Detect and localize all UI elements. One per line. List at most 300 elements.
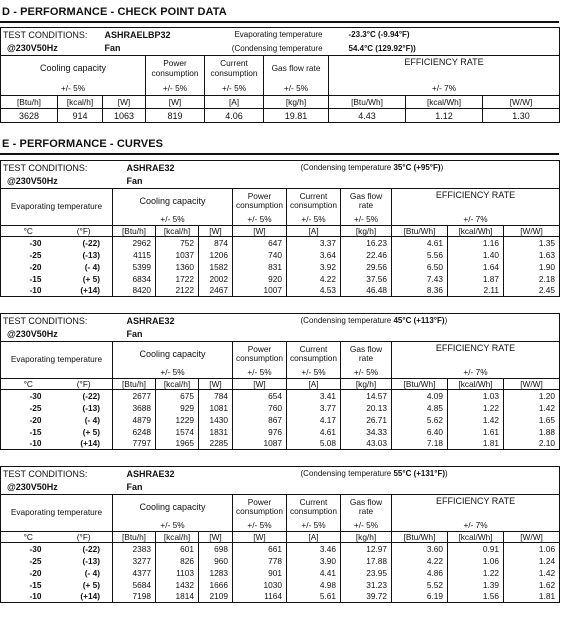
- value-cell: 1.20: [504, 390, 560, 402]
- value-cell: 778: [233, 555, 287, 567]
- value-cell: 661: [233, 543, 287, 555]
- value-cell: 4.61: [392, 237, 448, 249]
- cond-condition: [287, 467, 560, 481]
- value-cell: 20.13: [341, 402, 392, 414]
- value-cell: 1582: [199, 261, 233, 273]
- value-cell: 1432: [156, 579, 199, 591]
- value-cell: 1.03: [448, 390, 504, 402]
- table-row: [1, 567, 560, 579]
- value-cell: 647: [233, 237, 287, 249]
- value-cell: 1.63: [504, 249, 560, 261]
- value-cell: 5.56: [392, 249, 448, 261]
- value-cell: 1831: [199, 426, 233, 438]
- value-cell: 1.87: [448, 273, 504, 285]
- unit-cell: (°F): [56, 226, 113, 237]
- unit-cell: [W]: [199, 532, 233, 543]
- value-cell: 1.61: [448, 426, 504, 438]
- current-header: Current consumption: [205, 56, 264, 82]
- evap-temp-cell: -30: [1, 237, 56, 249]
- value-cell: 1.22: [448, 402, 504, 414]
- value-cell: 7.43: [392, 273, 448, 285]
- cond-value: 35°C (+95°F): [393, 163, 441, 173]
- gasflow-header: Gas flow rate: [341, 189, 392, 214]
- value-cell: 1.06: [448, 555, 504, 567]
- value-cell: 16.23: [341, 237, 392, 249]
- unit-cell: [Btu/Wh]: [392, 532, 448, 543]
- evap-temp-cell: (-13): [82, 249, 100, 260]
- evap-temp-cell: (- 4): [84, 567, 100, 578]
- evap-header: Evaporating temperature: [1, 495, 113, 532]
- test-conditions-label: TEST CONDITIONS:: [3, 162, 88, 173]
- cooling-capacity-header: Cooling capacity: [113, 342, 233, 367]
- table-row: [1, 438, 560, 450]
- unit-cell: [Btu/Wh]: [392, 226, 448, 237]
- value-cell: 960: [199, 555, 233, 567]
- table-row: [1, 543, 560, 555]
- cooling-tolerance: +/- 5%: [60, 83, 86, 94]
- fan-label: Fan: [126, 176, 143, 187]
- evap-temp-cell: -25: [29, 402, 42, 413]
- section-d-rule: [0, 21, 559, 23]
- evap-value: -23.3°C (-9.94°F): [348, 30, 410, 40]
- value-cell: 5399: [113, 261, 156, 273]
- supply-label: @230V50Hz: [7, 176, 58, 187]
- value-cell: 2677: [113, 390, 156, 402]
- table-row: [1, 237, 560, 249]
- value-cell: 3688: [113, 402, 156, 414]
- test-conditions-label: TEST CONDITIONS:: [3, 468, 88, 479]
- unit-cell: [W]: [233, 532, 287, 543]
- model-name: ASHRAE32: [126, 162, 175, 173]
- unit-cell: [W]: [233, 379, 287, 390]
- table-row: [1, 402, 560, 414]
- value-cell: 5.08: [287, 438, 341, 450]
- value-cell: 1.06: [504, 543, 560, 555]
- table-row: [1, 273, 560, 285]
- cond-value: 55°C (+131°F): [393, 469, 445, 479]
- evap-temp-cell: (+14): [80, 438, 100, 449]
- evap-temp-cell: (+14): [80, 285, 100, 296]
- unit-cell: [W]: [103, 96, 146, 109]
- value-cell: 3.41: [287, 390, 341, 402]
- value-cell: 1.22: [448, 567, 504, 579]
- power-header: Power consumption: [146, 56, 205, 82]
- value-cell: 819: [146, 109, 205, 123]
- value-cell: 6248: [113, 426, 156, 438]
- unit-cell: °C: [1, 226, 56, 237]
- efficiency-tolerance: +/- 7%: [329, 82, 560, 96]
- table-row: [1, 249, 560, 261]
- value-cell: 1081: [199, 402, 233, 414]
- value-cell: 4.41: [287, 567, 341, 579]
- unit-cell: [kcal/Wh]: [448, 532, 504, 543]
- test-conditions-label: TEST CONDITIONS:: [3, 315, 88, 326]
- evap-temp-cell: (-13): [82, 555, 100, 566]
- value-cell: 5.62: [392, 414, 448, 426]
- value-cell: 784: [199, 390, 233, 402]
- value-cell: 1164: [233, 591, 287, 603]
- value-cell: 752: [156, 237, 199, 249]
- value-cell: 37.56: [341, 273, 392, 285]
- value-cell: 1430: [199, 414, 233, 426]
- unit-cell: [A]: [287, 379, 341, 390]
- cond-condition: [287, 314, 560, 328]
- table-row: [1, 285, 560, 297]
- value-cell: 5.52: [392, 579, 448, 591]
- efficiency-header: EFFICIENCY RATE: [392, 342, 560, 367]
- evap-header: Evaporating temperature: [1, 189, 113, 226]
- value-cell: 4115: [113, 249, 156, 261]
- evap-temp-cell: -15: [29, 273, 42, 284]
- evap-temp-cell: -20: [29, 567, 42, 578]
- model-name: ASHRAE32: [126, 468, 175, 479]
- value-cell: 1.42: [448, 414, 504, 426]
- evap-temp-cell: (+ 5): [82, 579, 100, 590]
- value-cell: 1.39: [448, 579, 504, 591]
- value-cell: 2122: [156, 285, 199, 297]
- unit-cell: [kg/h]: [341, 532, 392, 543]
- cooling-tolerance: +/- 5%: [113, 367, 233, 379]
- unit-cell: °C: [1, 532, 56, 543]
- value-cell: 3.92: [287, 261, 341, 273]
- value-cell: 654: [233, 390, 287, 402]
- unit-cell: [kcal/Wh]: [448, 379, 504, 390]
- unit-cell: [kcal/Wh]: [448, 226, 504, 237]
- value-cell: 5.61: [287, 591, 341, 603]
- unit-cell: [kcal/Wh]: [406, 96, 483, 109]
- unit-cell: [kcal/h]: [58, 96, 103, 109]
- value-cell: 4.06: [205, 109, 264, 123]
- evap-temp-cell: (+14): [80, 591, 100, 602]
- value-cell: 2.45: [504, 285, 560, 297]
- value-cell: 1666: [199, 579, 233, 591]
- value-cell: 826: [156, 555, 199, 567]
- value-cell: 1722: [156, 273, 199, 285]
- table-row: [1, 261, 560, 273]
- value-cell: 1.12: [406, 109, 483, 123]
- gasflow-tolerance: +/- 5%: [341, 520, 392, 532]
- value-cell: 3.77: [287, 402, 341, 414]
- table-row: [1, 426, 560, 438]
- value-cell: 740: [233, 249, 287, 261]
- value-cell: 2002: [199, 273, 233, 285]
- current-tolerance: +/- 5%: [287, 520, 341, 532]
- table-row: [1, 414, 560, 426]
- value-cell: 1037: [156, 249, 199, 261]
- power-header: Power consumption: [233, 189, 287, 214]
- unit-cell: [Btu/h]: [113, 532, 156, 543]
- value-cell: 1.42: [504, 567, 560, 579]
- value-cell: 1814: [156, 591, 199, 603]
- evap-temp-cell: -10: [29, 438, 42, 449]
- unit-cell: [W]: [199, 226, 233, 237]
- value-cell: 26.71: [341, 414, 392, 426]
- value-cell: 1.81: [448, 438, 504, 450]
- value-cell: 914: [58, 109, 103, 123]
- value-cell: 901: [233, 567, 287, 579]
- value-cell: 4.86: [392, 567, 448, 579]
- value-cell: 1.42: [504, 402, 560, 414]
- evap-temp-cell: -10: [29, 591, 42, 602]
- evap-temp-cell: -15: [29, 579, 42, 590]
- value-cell: 6.40: [392, 426, 448, 438]
- unit-cell: [kg/h]: [341, 226, 392, 237]
- unit-cell: °C: [1, 379, 56, 390]
- value-cell: 4.61: [287, 426, 341, 438]
- value-cell: 34.33: [341, 426, 392, 438]
- value-cell: 4.98: [287, 579, 341, 591]
- value-cell: 29.56: [341, 261, 392, 273]
- efficiency-tolerance: +/- 7%: [392, 520, 560, 532]
- current-tolerance: +/- 5%: [287, 214, 341, 226]
- cond-label: (Condensing temperature: [300, 469, 392, 479]
- value-cell: 3.90: [287, 555, 341, 567]
- value-cell: 1.88: [504, 426, 560, 438]
- gasflow-header: Gas flow rate: [341, 342, 392, 367]
- value-cell: 920: [233, 273, 287, 285]
- value-cell: 3.37: [287, 237, 341, 249]
- value-cell: 2962: [113, 237, 156, 249]
- value-cell: 3.46: [287, 543, 341, 555]
- evap-temp-cell: -25: [29, 249, 42, 260]
- value-cell: 1.90: [504, 261, 560, 273]
- evap-temp-cell: -15: [29, 426, 42, 437]
- evap-temp-cell: (+ 5): [82, 273, 100, 284]
- value-cell: 6834: [113, 273, 156, 285]
- supply-label: @230V50Hz: [7, 43, 58, 54]
- value-cell: 1229: [156, 414, 199, 426]
- value-cell: 760: [233, 402, 287, 414]
- value-cell: 17.88: [341, 555, 392, 567]
- value-cell: 4.22: [287, 273, 341, 285]
- unit-cell: [Btu/h]: [1, 96, 58, 109]
- value-cell: 1063: [103, 109, 146, 123]
- test-conditions-label: TEST CONDITIONS:: [3, 29, 88, 40]
- value-cell: 874: [199, 237, 233, 249]
- fan-label: Fan: [126, 329, 143, 340]
- curve-table: [0, 313, 560, 450]
- gasflow-tolerance: +/- 5%: [264, 82, 329, 96]
- unit-cell: [kcal/h]: [156, 379, 199, 390]
- curve-table: [0, 160, 560, 297]
- evap-temp-cell: (- 4): [84, 414, 100, 425]
- unit-cell: [W/W]: [504, 532, 560, 543]
- value-cell: 1206: [199, 249, 233, 261]
- table-row: [1, 555, 560, 567]
- evap-temp-cell: -10: [29, 285, 42, 296]
- unit-cell: [Btu/Wh]: [392, 379, 448, 390]
- evap-temp-cell: -30: [1, 390, 56, 402]
- value-cell: 0.91: [448, 543, 504, 555]
- value-cell: 19.81: [264, 109, 329, 123]
- value-cell: 1574: [156, 426, 199, 438]
- value-cell: 675: [156, 390, 199, 402]
- cooling-capacity-header: Cooling capacity: [113, 495, 233, 520]
- unit-cell: [Btu/h]: [113, 226, 156, 237]
- value-cell: 976: [233, 426, 287, 438]
- table-row: [1, 591, 560, 603]
- evap-temp-cell: (-22): [56, 390, 113, 402]
- efficiency-tolerance: +/- 7%: [392, 214, 560, 226]
- value-cell: 3628: [1, 109, 58, 123]
- value-cell: 1.62: [504, 579, 560, 591]
- value-cell: 5684: [113, 579, 156, 591]
- value-cell: 4.22: [392, 555, 448, 567]
- evap-header: Evaporating temperature: [1, 342, 113, 379]
- efficiency-header: EFFICIENCY RATE: [392, 495, 560, 520]
- value-cell: 867: [233, 414, 287, 426]
- value-cell: 831: [233, 261, 287, 273]
- power-tolerance: +/- 5%: [233, 214, 287, 226]
- unit-cell: [W]: [199, 379, 233, 390]
- efficiency-header: EFFICIENCY RATE: [392, 189, 560, 214]
- value-cell: 2.18: [504, 273, 560, 285]
- unit-cell: [W/W]: [504, 226, 560, 237]
- value-cell: 1.81: [504, 591, 560, 603]
- value-cell: 14.57: [341, 390, 392, 402]
- evap-temp-cell: (- 4): [84, 261, 100, 272]
- unit-cell: [W/W]: [483, 96, 560, 109]
- unit-cell: [A]: [287, 226, 341, 237]
- value-cell: 3.60: [392, 543, 448, 555]
- value-cell: 7.18: [392, 438, 448, 450]
- cooling-tolerance: +/- 5%: [113, 520, 233, 532]
- unit-cell: [kcal/h]: [156, 226, 199, 237]
- value-cell: 4.17: [287, 414, 341, 426]
- value-cell: 46.48: [341, 285, 392, 297]
- value-cell: 1.35: [504, 237, 560, 249]
- cooling-capacity-header: Cooling capacity: [1, 56, 146, 82]
- value-cell: 4.43: [329, 109, 406, 123]
- fan-label: Fan: [104, 43, 121, 54]
- evap-temp-cell: -20: [29, 414, 42, 425]
- evap-label: Evaporating temperature: [234, 30, 323, 40]
- section-e-rule: [0, 153, 559, 155]
- value-cell: 8420: [113, 285, 156, 297]
- evap-temp-cell: -25: [29, 555, 42, 566]
- unit-cell: [kg/h]: [264, 96, 329, 109]
- unit-cell: (°F): [56, 379, 113, 390]
- value-cell: 6.50: [392, 261, 448, 273]
- unit-cell: [W/W]: [504, 379, 560, 390]
- value-cell: 698: [199, 543, 233, 555]
- gasflow-tolerance: +/- 5%: [341, 214, 392, 226]
- value-cell: 43.03: [341, 438, 392, 450]
- value-cell: 2.10: [504, 438, 560, 450]
- value-cell: 39.72: [341, 591, 392, 603]
- current-tolerance: +/- 5%: [205, 82, 264, 96]
- value-cell: 2383: [113, 543, 156, 555]
- cond-close: ): [445, 469, 448, 479]
- gasflow-header: Gas flow rate: [341, 495, 392, 520]
- supply-label: @230V50Hz: [7, 329, 58, 340]
- value-cell: 1103: [156, 567, 199, 579]
- value-cell: 4.09: [392, 390, 448, 402]
- value-cell: 4879: [113, 414, 156, 426]
- value-cell: 2.11: [448, 285, 504, 297]
- value-cell: 23.95: [341, 567, 392, 579]
- value-cell: 2285: [199, 438, 233, 450]
- gasflow-tolerance: +/- 5%: [341, 367, 392, 379]
- value-cell: 1360: [156, 261, 199, 273]
- model-name: ASHRAELBP32: [104, 29, 171, 40]
- power-tolerance: +/- 5%: [233, 520, 287, 532]
- unit-cell: [Btu/Wh]: [329, 96, 406, 109]
- value-cell: 1.40: [448, 249, 504, 261]
- evap-temp-cell: (-22): [56, 543, 113, 555]
- value-cell: 1.65: [504, 414, 560, 426]
- unit-cell: [A]: [205, 96, 264, 109]
- value-cell: 929: [156, 402, 199, 414]
- cond-close: ): [440, 163, 444, 173]
- value-cell: 22.46: [341, 249, 392, 261]
- cond-label: (Condensing temperature: [300, 163, 392, 173]
- value-cell: 2109: [199, 591, 233, 603]
- gasflow-header: Gas flow rate: [264, 56, 329, 82]
- curve-table: [0, 466, 560, 603]
- value-cell: 6.19: [392, 591, 448, 603]
- value-cell: 3277: [113, 555, 156, 567]
- cooling-capacity-header: Cooling capacity: [113, 189, 233, 214]
- cooling-tolerance: +/- 5%: [113, 214, 233, 226]
- value-cell: 12.97: [341, 543, 392, 555]
- value-cell: 4.53: [287, 285, 341, 297]
- fan-label: Fan: [126, 482, 143, 493]
- current-header: Current consumption: [287, 189, 341, 214]
- supply-label: @230V50Hz: [7, 482, 58, 493]
- unit-cell: [W]: [233, 226, 287, 237]
- cond-label: (Condensing temperature: [231, 43, 323, 53]
- unit-cell: [W]: [146, 96, 205, 109]
- table-row: [1, 579, 560, 591]
- evap-temp-cell: -20: [29, 261, 42, 272]
- value-cell: 1283: [199, 567, 233, 579]
- section-e-title: E - PERFORMANCE - CURVES: [2, 138, 164, 150]
- table-row: [1, 390, 560, 402]
- evap-temp-cell: (-22): [56, 237, 113, 249]
- value-cell: 1.24: [504, 555, 560, 567]
- value-cell: 1.30: [483, 109, 560, 123]
- value-cell: 2467: [199, 285, 233, 297]
- value-cell: 7797: [113, 438, 156, 450]
- power-tolerance: +/- 5%: [146, 82, 205, 96]
- value-cell: 4.85: [392, 402, 448, 414]
- evap-temp-cell: (+ 5): [82, 426, 100, 437]
- value-cell: 1965: [156, 438, 199, 450]
- value-cell: 8.36: [392, 285, 448, 297]
- checkpoint-table: [0, 27, 560, 123]
- power-tolerance: +/- 5%: [233, 367, 287, 379]
- cond-condition: [287, 161, 560, 175]
- current-header: Current consumption: [287, 342, 341, 367]
- value-cell: 31.23: [341, 579, 392, 591]
- current-tolerance: +/- 5%: [287, 367, 341, 379]
- cond-label: (Condensing temperature: [300, 316, 392, 326]
- section-d-title: D - PERFORMANCE - CHECK POINT DATA: [2, 6, 227, 18]
- value-cell: 1087: [233, 438, 287, 450]
- power-header: Power consumption: [233, 342, 287, 367]
- value-cell: 601: [156, 543, 199, 555]
- cond-value: 54.4°C (129.92°F)): [348, 43, 416, 53]
- value-cell: 3.64: [287, 249, 341, 261]
- current-header: Current consumption: [287, 495, 341, 520]
- unit-cell: (°F): [56, 532, 113, 543]
- value-cell: 1.16: [448, 237, 504, 249]
- value-cell: 1007: [233, 285, 287, 297]
- efficiency-header: EFFICIENCY RATE: [329, 56, 560, 82]
- evap-temp-cell: -30: [1, 543, 56, 555]
- model-name: ASHRAE32: [126, 315, 175, 326]
